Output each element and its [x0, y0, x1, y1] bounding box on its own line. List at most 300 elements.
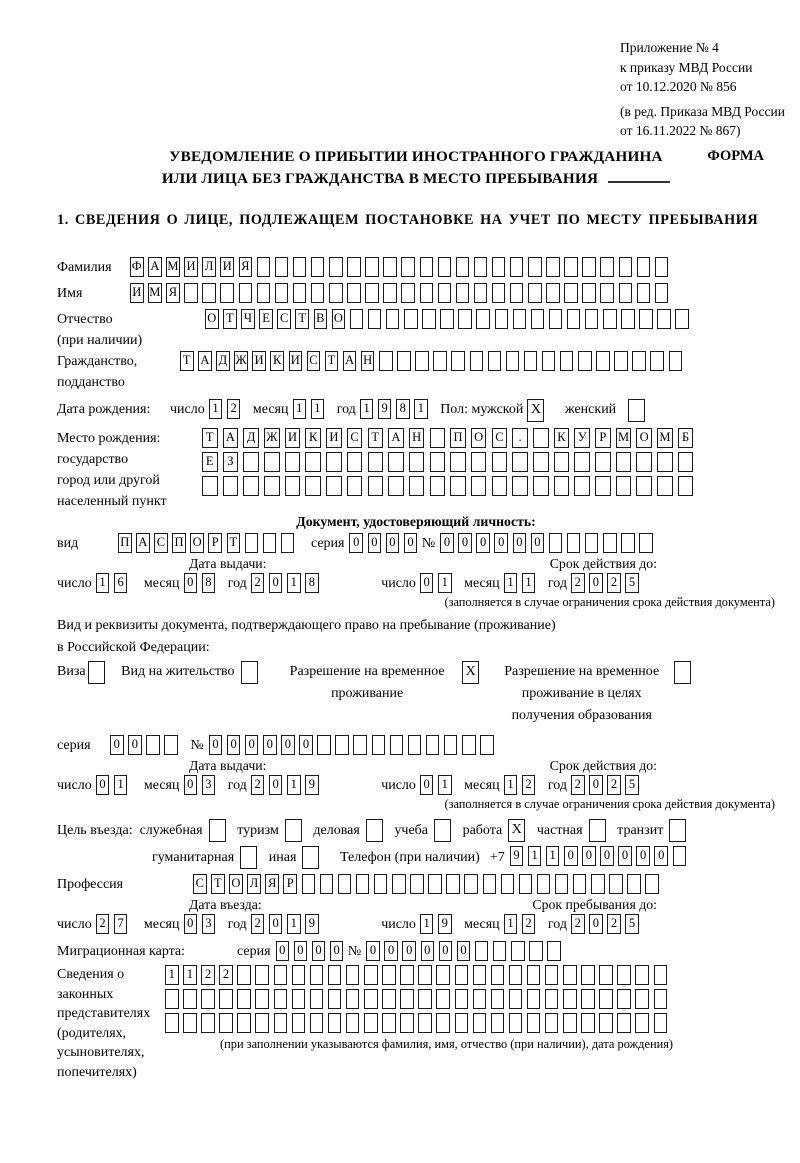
char-cell[interactable]: А	[136, 533, 150, 553]
char-cell[interactable]	[578, 351, 592, 371]
char-cell[interactable]	[563, 965, 577, 985]
char-cell[interactable]	[400, 989, 414, 1009]
char-cell[interactable]: И	[326, 428, 342, 448]
char-cell[interactable]: 8	[202, 573, 216, 593]
char-cell[interactable]	[567, 309, 581, 329]
char-cell[interactable]	[511, 941, 525, 961]
char-cell[interactable]: Т	[180, 351, 194, 371]
char-cell[interactable]: М	[166, 257, 180, 277]
char-cell[interactable]	[617, 989, 631, 1009]
char-cell[interactable]: Т	[368, 428, 384, 448]
char-cell[interactable]	[617, 1013, 631, 1033]
char-cell[interactable]	[420, 283, 434, 303]
permit-issue-month-input[interactable]	[184, 775, 220, 796]
char-cell[interactable]	[599, 989, 613, 1009]
char-cell[interactable]: 2	[522, 775, 536, 795]
char-cell[interactable]	[621, 309, 635, 329]
char-cell[interactable]: З	[223, 452, 239, 472]
char-cell[interactable]	[474, 257, 488, 277]
char-cell[interactable]	[335, 735, 349, 755]
char-cell[interactable]	[609, 874, 623, 894]
char-cell[interactable]	[600, 257, 614, 277]
stay-day-input[interactable]	[420, 914, 456, 935]
char-cell[interactable]	[654, 1013, 668, 1033]
char-cell[interactable]	[386, 309, 400, 329]
char-cell[interactable]	[470, 351, 484, 371]
char-cell[interactable]	[255, 1013, 269, 1033]
char-cell[interactable]: 0	[263, 735, 277, 755]
char-cell[interactable]	[509, 989, 523, 1009]
char-cell[interactable]	[430, 452, 446, 472]
char-cell[interactable]: 0	[589, 914, 603, 934]
permit-number-input[interactable]	[209, 735, 499, 756]
char-cell[interactable]	[475, 941, 489, 961]
char-cell[interactable]	[183, 1013, 197, 1033]
purpose-tourism-checkbox[interactable]	[285, 819, 307, 842]
char-cell[interactable]: 2	[571, 914, 585, 934]
char-cell[interactable]	[383, 283, 397, 303]
char-cell[interactable]: 6	[114, 573, 128, 593]
permit-valid-day-input[interactable]	[420, 775, 456, 796]
char-cell[interactable]: 0	[299, 735, 313, 755]
char-cell[interactable]	[274, 1013, 288, 1033]
char-cell[interactable]: А	[148, 257, 162, 277]
char-cell[interactable]	[257, 257, 271, 277]
char-cell[interactable]: Л	[247, 874, 261, 894]
char-cell[interactable]	[674, 661, 691, 684]
phone-input[interactable]	[510, 846, 691, 869]
char-cell[interactable]	[635, 965, 649, 985]
char-cell[interactable]	[669, 819, 686, 842]
char-cell[interactable]: Л	[202, 257, 216, 277]
char-cell[interactable]	[430, 428, 446, 448]
char-cell[interactable]: Ф	[130, 257, 144, 277]
char-cell[interactable]	[255, 989, 269, 1009]
char-cell[interactable]	[564, 257, 578, 277]
char-cell[interactable]: 0	[420, 573, 434, 593]
char-cell[interactable]: 2	[251, 573, 265, 593]
char-cell[interactable]: О	[205, 309, 219, 329]
char-cell[interactable]	[632, 351, 646, 371]
char-cell[interactable]	[311, 283, 325, 303]
char-cell[interactable]	[184, 283, 198, 303]
char-cell[interactable]	[510, 283, 524, 303]
char-cell[interactable]: 5	[625, 914, 639, 934]
char-cell[interactable]	[595, 476, 611, 496]
char-cell[interactable]	[364, 989, 378, 1009]
char-cell[interactable]: Р	[595, 428, 611, 448]
char-cell[interactable]	[599, 1013, 613, 1033]
char-cell[interactable]	[353, 735, 367, 755]
char-cell[interactable]	[596, 351, 610, 371]
char-cell[interactable]	[446, 874, 460, 894]
char-cell[interactable]	[310, 989, 324, 1009]
char-cell[interactable]: 0	[531, 533, 545, 553]
char-cell[interactable]	[292, 965, 306, 985]
char-cell[interactable]	[574, 452, 590, 472]
char-cell[interactable]	[444, 735, 458, 755]
birth-day-input[interactable]	[209, 399, 245, 420]
char-cell[interactable]	[302, 846, 319, 869]
char-cell[interactable]	[491, 1013, 505, 1033]
char-cell[interactable]	[488, 351, 502, 371]
char-cell[interactable]	[456, 257, 470, 277]
char-cell[interactable]	[560, 351, 574, 371]
char-cell[interactable]	[328, 965, 342, 985]
char-cell[interactable]	[311, 257, 325, 277]
char-cell[interactable]	[382, 989, 396, 1009]
char-cell[interactable]	[310, 1013, 324, 1033]
char-cell[interactable]	[619, 283, 633, 303]
char-cell[interactable]: 1	[438, 775, 452, 795]
doc-issue-year-input[interactable]	[251, 573, 323, 594]
char-cell[interactable]	[547, 941, 561, 961]
char-cell[interactable]	[637, 257, 651, 277]
char-cell[interactable]	[237, 1013, 251, 1033]
char-cell[interactable]: К	[554, 428, 570, 448]
permit-series-input[interactable]	[110, 735, 182, 756]
char-cell[interactable]	[474, 283, 488, 303]
char-cell[interactable]: 2	[571, 573, 585, 593]
char-cell[interactable]	[599, 965, 613, 985]
char-cell[interactable]	[422, 309, 436, 329]
char-cell[interactable]	[293, 257, 307, 277]
char-cell[interactable]	[616, 452, 632, 472]
char-cell[interactable]: Я	[239, 257, 253, 277]
char-cell[interactable]	[513, 309, 527, 329]
char-cell[interactable]: 1	[438, 573, 452, 593]
char-cell[interactable]: 0	[384, 941, 398, 961]
doc-valid-month-input[interactable]	[504, 573, 540, 594]
char-cell[interactable]	[409, 476, 425, 496]
char-cell[interactable]	[346, 1013, 360, 1033]
char-cell[interactable]	[237, 989, 251, 1009]
char-cell[interactable]	[275, 257, 289, 277]
char-cell[interactable]	[219, 1013, 233, 1033]
char-cell[interactable]	[657, 309, 671, 329]
char-cell[interactable]: 8	[305, 573, 319, 593]
char-cell[interactable]: 1	[287, 914, 301, 934]
char-cell[interactable]	[581, 965, 595, 985]
char-cell[interactable]	[220, 283, 234, 303]
char-cell[interactable]	[275, 283, 289, 303]
char-cell[interactable]	[237, 965, 251, 985]
char-cell[interactable]: П	[450, 428, 466, 448]
char-cell[interactable]	[581, 1013, 595, 1033]
char-cell[interactable]: 1	[183, 965, 197, 985]
char-cell[interactable]	[241, 661, 258, 684]
char-cell[interactable]	[492, 476, 508, 496]
char-cell[interactable]: 0	[589, 573, 603, 593]
char-cell[interactable]: С	[492, 428, 508, 448]
char-cell[interactable]	[635, 1013, 649, 1033]
char-cell[interactable]	[495, 309, 509, 329]
char-cell[interactable]: 1	[96, 573, 110, 593]
char-cell[interactable]	[433, 351, 447, 371]
char-cell[interactable]	[458, 309, 472, 329]
doc-issue-month-input[interactable]	[184, 573, 220, 594]
char-cell[interactable]: 1	[293, 399, 307, 419]
char-cell[interactable]: 0	[312, 941, 326, 961]
char-cell[interactable]: 9	[438, 914, 452, 934]
char-cell[interactable]	[678, 452, 694, 472]
sex-female-checkbox[interactable]	[628, 399, 650, 422]
char-cell[interactable]	[636, 452, 652, 472]
char-cell[interactable]	[209, 819, 226, 842]
char-cell[interactable]	[527, 1013, 541, 1033]
char-cell[interactable]	[549, 533, 563, 553]
char-cell[interactable]	[628, 399, 645, 422]
char-cell[interactable]: Т	[211, 874, 225, 894]
char-cell[interactable]	[302, 874, 316, 894]
char-cell[interactable]: 0	[618, 846, 632, 866]
birthplace-line3-input[interactable]	[202, 476, 699, 496]
char-cell[interactable]: 2	[251, 914, 265, 934]
char-cell[interactable]: 0	[368, 533, 382, 553]
char-cell[interactable]	[531, 309, 545, 329]
char-cell[interactable]	[589, 819, 606, 842]
permit-valid-year-input[interactable]	[571, 775, 643, 796]
char-cell[interactable]	[564, 283, 578, 303]
representatives-line2-input[interactable]	[165, 989, 673, 1009]
char-cell[interactable]	[527, 965, 541, 985]
char-cell[interactable]	[471, 452, 487, 472]
doc-issue-day-input[interactable]	[96, 573, 132, 594]
char-cell[interactable]	[201, 989, 215, 1009]
doc-series-input[interactable]	[349, 533, 421, 554]
char-cell[interactable]	[491, 965, 505, 985]
char-cell[interactable]	[493, 941, 507, 961]
char-cell[interactable]: 0	[582, 846, 596, 866]
char-cell[interactable]: 2	[96, 914, 110, 934]
char-cell[interactable]: 0	[420, 775, 434, 795]
char-cell[interactable]: 0	[269, 573, 283, 593]
char-cell[interactable]	[400, 965, 414, 985]
char-cell[interactable]	[165, 1013, 179, 1033]
char-cell[interactable]: И	[220, 257, 234, 277]
char-cell[interactable]: 1	[360, 399, 374, 419]
char-cell[interactable]	[426, 735, 440, 755]
char-cell[interactable]	[274, 989, 288, 1009]
char-cell[interactable]: 0	[276, 941, 290, 961]
char-cell[interactable]	[675, 309, 689, 329]
char-cell[interactable]	[512, 452, 528, 472]
char-cell[interactable]	[240, 846, 257, 869]
char-cell[interactable]	[382, 965, 396, 985]
char-cell[interactable]	[451, 351, 465, 371]
char-cell[interactable]	[281, 533, 295, 553]
permit-issue-day-input[interactable]	[96, 775, 132, 796]
char-cell[interactable]	[88, 661, 105, 684]
char-cell[interactable]	[430, 476, 446, 496]
char-cell[interactable]	[356, 874, 370, 894]
char-cell[interactable]	[603, 309, 617, 329]
char-cell[interactable]	[436, 1013, 450, 1033]
char-cell[interactable]	[619, 257, 633, 277]
char-cell[interactable]: А	[343, 351, 357, 371]
char-cell[interactable]	[292, 989, 306, 1009]
char-cell[interactable]: Т	[295, 309, 309, 329]
citizenship-input[interactable]	[180, 351, 687, 371]
profession-input[interactable]	[193, 874, 663, 894]
char-cell[interactable]: М	[657, 428, 673, 448]
char-cell[interactable]	[292, 1013, 306, 1033]
char-cell[interactable]	[329, 283, 343, 303]
char-cell[interactable]	[480, 735, 494, 755]
purpose-business-checkbox[interactable]	[366, 819, 388, 842]
residence-permit-checkbox[interactable]	[241, 661, 263, 684]
char-cell[interactable]: 2	[227, 399, 241, 419]
char-cell[interactable]: 2	[219, 965, 233, 985]
char-cell[interactable]	[368, 476, 384, 496]
char-cell[interactable]	[533, 428, 549, 448]
char-cell[interactable]: 5	[625, 775, 639, 795]
stay-month-input[interactable]	[504, 914, 540, 935]
char-cell[interactable]	[554, 476, 570, 496]
char-cell[interactable]	[326, 452, 342, 472]
char-cell[interactable]: Д	[243, 428, 259, 448]
char-cell[interactable]	[491, 989, 505, 1009]
char-cell[interactable]	[264, 452, 280, 472]
char-cell[interactable]	[669, 351, 683, 371]
char-cell[interactable]: И	[252, 351, 266, 371]
representatives-line1-input[interactable]	[165, 965, 673, 985]
char-cell[interactable]: А	[198, 351, 212, 371]
char-cell[interactable]	[537, 874, 551, 894]
char-cell[interactable]: Я	[166, 283, 180, 303]
char-cell[interactable]: И	[289, 351, 303, 371]
char-cell[interactable]: А	[223, 428, 239, 448]
char-cell[interactable]: 0	[513, 533, 527, 553]
char-cell[interactable]: Т	[227, 533, 241, 553]
char-cell[interactable]	[438, 283, 452, 303]
birthplace-line1-input[interactable]	[202, 428, 699, 448]
char-cell[interactable]: 0	[294, 941, 308, 961]
char-cell[interactable]: 8	[396, 399, 410, 419]
char-cell[interactable]: 0	[184, 775, 198, 795]
migration-series-input[interactable]	[276, 941, 348, 962]
char-cell[interactable]	[645, 874, 659, 894]
char-cell[interactable]: 1	[528, 846, 542, 866]
edu-permit-checkbox[interactable]	[674, 661, 696, 684]
char-cell[interactable]: И	[184, 257, 198, 277]
char-cell[interactable]	[436, 965, 450, 985]
char-cell[interactable]	[285, 819, 302, 842]
char-cell[interactable]	[528, 257, 542, 277]
char-cell[interactable]	[456, 283, 470, 303]
char-cell[interactable]: У	[574, 428, 590, 448]
char-cell[interactable]: 9	[378, 399, 392, 419]
char-cell[interactable]	[202, 283, 216, 303]
char-cell[interactable]: 0	[96, 775, 110, 795]
permit-valid-month-input[interactable]	[504, 775, 540, 796]
char-cell[interactable]	[390, 735, 404, 755]
char-cell[interactable]	[146, 735, 160, 755]
char-cell[interactable]	[379, 351, 393, 371]
char-cell[interactable]	[654, 989, 668, 1009]
entry-month-input[interactable]	[184, 914, 220, 935]
char-cell[interactable]	[555, 874, 569, 894]
char-cell[interactable]: 0	[476, 533, 490, 553]
char-cell[interactable]: М	[616, 428, 632, 448]
char-cell[interactable]: Ж	[234, 351, 248, 371]
purpose-other-checkbox[interactable]	[302, 846, 324, 869]
char-cell[interactable]	[329, 257, 343, 277]
char-cell[interactable]: С	[307, 351, 321, 371]
purpose-private-checkbox[interactable]	[589, 819, 611, 842]
char-cell[interactable]: 0	[439, 941, 453, 961]
char-cell[interactable]	[455, 1013, 469, 1033]
char-cell[interactable]	[637, 283, 651, 303]
char-cell[interactable]	[464, 874, 478, 894]
temp-permit-checkbox[interactable]	[462, 661, 484, 684]
char-cell[interactable]: 2	[607, 914, 621, 934]
char-cell[interactable]: Р	[208, 533, 222, 553]
char-cell[interactable]	[219, 989, 233, 1009]
char-cell[interactable]: Е	[259, 309, 273, 329]
char-cell[interactable]: 0	[209, 735, 223, 755]
char-cell[interactable]: 0	[458, 533, 472, 553]
char-cell[interactable]	[600, 283, 614, 303]
char-cell[interactable]: О	[190, 533, 204, 553]
char-cell[interactable]: Ж	[264, 428, 280, 448]
char-cell[interactable]	[434, 819, 451, 842]
char-cell[interactable]	[492, 283, 506, 303]
char-cell[interactable]: Р	[283, 874, 297, 894]
char-cell[interactable]: 2	[571, 775, 585, 795]
char-cell[interactable]	[418, 965, 432, 985]
name-input[interactable]	[130, 283, 673, 303]
char-cell[interactable]: 0	[281, 735, 295, 755]
char-cell[interactable]: С	[154, 533, 168, 553]
char-cell[interactable]	[320, 874, 334, 894]
char-cell[interactable]: 7	[114, 914, 128, 934]
char-cell[interactable]	[239, 283, 253, 303]
char-cell[interactable]	[510, 257, 524, 277]
char-cell[interactable]	[654, 965, 668, 985]
char-cell[interactable]: Т	[325, 351, 339, 371]
char-cell[interactable]	[450, 476, 466, 496]
char-cell[interactable]	[603, 533, 617, 553]
char-cell[interactable]	[245, 533, 259, 553]
char-cell[interactable]: О	[471, 428, 487, 448]
entry-day-input[interactable]	[96, 914, 132, 935]
char-cell[interactable]	[202, 476, 218, 496]
char-cell[interactable]: Н	[361, 351, 375, 371]
char-cell[interactable]	[428, 874, 442, 894]
char-cell[interactable]	[255, 965, 269, 985]
char-cell[interactable]: О	[332, 309, 346, 329]
char-cell[interactable]	[392, 874, 406, 894]
char-cell[interactable]	[368, 452, 384, 472]
char-cell[interactable]	[408, 735, 422, 755]
char-cell[interactable]	[462, 735, 476, 755]
char-cell[interactable]	[533, 452, 549, 472]
char-cell[interactable]: 0	[366, 941, 380, 961]
permit-issue-year-input[interactable]	[251, 775, 323, 796]
char-cell[interactable]	[678, 476, 694, 496]
char-cell[interactable]: 1	[311, 399, 325, 419]
char-cell[interactable]	[471, 476, 487, 496]
char-cell[interactable]	[546, 283, 560, 303]
char-cell[interactable]: 0	[330, 941, 344, 961]
char-cell[interactable]: 0	[421, 941, 435, 961]
char-cell[interactable]	[401, 257, 415, 277]
char-cell[interactable]	[404, 309, 418, 329]
char-cell[interactable]: 0	[245, 735, 259, 755]
char-cell[interactable]	[650, 351, 664, 371]
char-cell[interactable]	[436, 989, 450, 1009]
